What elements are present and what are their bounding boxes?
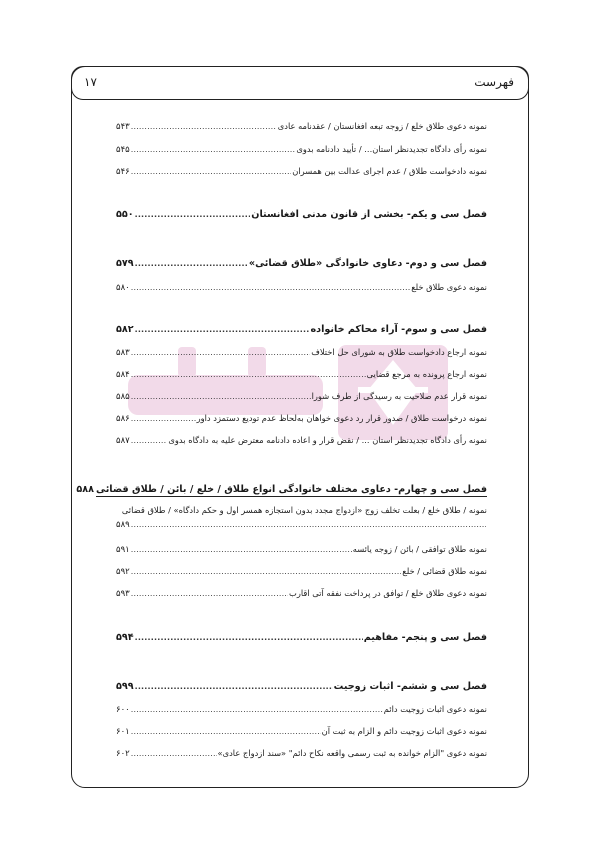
toc-entry-title: نمونه طلاق توافقی / بائن / زوجه یائسه [352, 544, 487, 554]
toc-entry-continuation [116, 520, 487, 530]
toc-chapter[interactable] [116, 632, 487, 648]
toc-entry[interactable] [116, 166, 487, 182]
toc-chapter[interactable] [116, 258, 487, 274]
leader-dots [131, 167, 292, 176]
toc-entry[interactable] [116, 505, 487, 535]
leader-dots [135, 633, 363, 642]
toc-entry-page: ۵۹۱ [116, 545, 130, 555]
toc-entry-title: نمونه قرار عدم صلاحیت به رسیدگی از طرف شورا [311, 391, 487, 401]
leader-dots [131, 370, 366, 379]
page-header [71, 66, 529, 100]
toc-chapter-page: ۵۸۲ [116, 324, 134, 335]
toc-entry-page: ۵۸۳ [116, 348, 130, 358]
toc-entry-page: ۶۰۲ [116, 749, 130, 759]
toc-entry[interactable] [116, 748, 487, 764]
leader-dots [131, 727, 321, 736]
toc-entry-page: ۵۸۰ [116, 283, 130, 293]
toc-chapter-page: ۵۹۴ [116, 632, 134, 643]
toc-entry-page: ۵۴۳ [116, 122, 130, 132]
toc-entry-title: نمونه دعوی اثبات زوجیت دائم [383, 704, 487, 714]
toc-chapter[interactable] [116, 209, 487, 225]
header-title: فهرست [474, 75, 514, 89]
toc-entry-title: نمونه دادخواست طلاق / عدم اجرای عدالت بین همسران [292, 166, 487, 176]
leader-dots [135, 259, 248, 268]
toc-entry-title: نمونه دعوی طلاق خلع [411, 282, 487, 292]
toc-entry[interactable] [116, 282, 487, 298]
toc-chapter-page: ۵۷۹ [116, 258, 134, 269]
toc-chapter-page: ۵۹۹ [116, 681, 134, 692]
leader-dots [131, 283, 411, 292]
toc-chapter-title: فصل سی و ششم- اثبات زوجیت [333, 681, 487, 692]
toc-entry-title: نمونه ارجاع پرونده به مرجع قضایی [366, 369, 487, 379]
leader-dots [135, 210, 251, 219]
toc-entry-page: ۶۰۱ [116, 727, 130, 737]
toc-entry-title: نمونه دعوی "الزام خوانده به ثبت رسمی واقعه نکاح دائم" «سند ازدواج عادی» [217, 748, 487, 758]
toc-chapter[interactable] [116, 681, 487, 697]
toc-entry-page: ۵۴۶ [116, 167, 130, 177]
leader-dots [131, 589, 288, 598]
toc-entry-page: ۵۸۷ [116, 436, 130, 446]
toc-chapter-title: فصل سی و سوم- آراء محاکم خانواده [310, 324, 487, 335]
toc-entry[interactable] [116, 144, 487, 160]
toc-entry-page: ۵۸۶ [116, 414, 130, 424]
toc-entry-title: نمونه رأی دادگاه تجدیدنظر استان ... / نقض قرار و اعاده دادنامه معترض علیه به دادگاه بدوی [168, 435, 487, 445]
toc-entry[interactable] [116, 704, 487, 720]
toc-entry-page: ۵۸۴ [116, 370, 130, 380]
leader-dots [131, 545, 352, 554]
leader-dots [131, 392, 311, 401]
toc-entry-title: نمونه / طلاق خلع / بعلت تخلف زوج «ازدواج مجدد بدون استجازه همسر اول و حکم دادگاه» / طلاق قضائی [121, 505, 487, 515]
toc-chapter-page: ۵۵۰ [116, 209, 134, 220]
toc-entry-title: نمونه دعوی طلاق خلع / زوجه تبعه افغانستان / عقدنامه عادی [277, 121, 487, 131]
toc-entry-page: ۵۹۲ [116, 567, 130, 577]
toc-entry[interactable] [116, 435, 487, 451]
toc-chapter-title: فصل سی و یکم- بخشی از قانون مدنی افغانستان [251, 209, 487, 220]
toc-entry-page: ۶۰۰ [116, 705, 130, 715]
toc-entry-page: ۵۴۵ [116, 145, 130, 155]
leader-dots [131, 348, 311, 357]
leader-dots [131, 414, 196, 423]
toc-entry[interactable] [116, 369, 487, 385]
leader-dots [131, 145, 296, 154]
toc-entry-title: نمونه ارجاع دادخواست طلاق به شورای حل اختلاف [311, 347, 487, 357]
toc-entry[interactable] [116, 391, 487, 407]
leader-dots [131, 749, 217, 758]
toc-entry[interactable] [116, 413, 487, 429]
leader-dots [131, 520, 486, 530]
header-page-number: ۱۷ [84, 75, 97, 89]
toc-entry-title: نمونه رأی دادگاه تجدیدنظر استان... / تأیید دادنامه بدوی [296, 144, 487, 154]
toc-entry-page: ۵۸۵ [116, 392, 130, 402]
toc-chapter[interactable] [116, 324, 487, 340]
toc-chapter-title: فصل سی و پنجم- مفاهیم [363, 632, 487, 643]
leader-dots [135, 682, 333, 691]
leader-dots [135, 325, 310, 334]
toc-entry[interactable] [116, 566, 487, 582]
toc-entry-page: ۵۹۳ [116, 589, 130, 599]
toc-chapter-title: فصل سی و چهارم- دعاوی مختلف خانوادگی انواع طلاق / خلع / بائن / طلاق قضائی [96, 484, 487, 495]
toc-entry[interactable] [116, 347, 487, 363]
toc-entry-title: نمونه دعوی طلاق خلع / توافق در پرداخت نفقه آتی اقارب [289, 588, 487, 598]
toc-entry[interactable] [116, 121, 487, 137]
leader-dots [131, 567, 402, 576]
toc-entry-title: نمونه درخواست طلاق / صدور قرار رد دعوی خواهان به‌لحاظ عدم تودیع دستمزد داور [196, 413, 487, 423]
leader-dots [131, 705, 383, 714]
toc-chapter[interactable] [76, 484, 487, 500]
toc-entry-title: نمونه طلاق قضائی / خلع [402, 566, 487, 576]
toc-entry-title: نمونه دعوی اثبات زوجیت دائم و الزام به ثبت آن [321, 726, 487, 736]
toc-chapter-page: ۵۸۸ [76, 484, 94, 495]
toc-entry-page: ۵۸۹ [116, 520, 130, 530]
toc-entry[interactable] [116, 588, 487, 604]
toc-entry[interactable] [116, 544, 487, 560]
leader-dots [131, 122, 277, 131]
toc-chapter-title: فصل سی و دوم- دعاوی خانوادگی «طلاق قضائی» [248, 258, 487, 269]
toc-entry[interactable] [116, 726, 487, 742]
leader-dots [131, 436, 168, 445]
